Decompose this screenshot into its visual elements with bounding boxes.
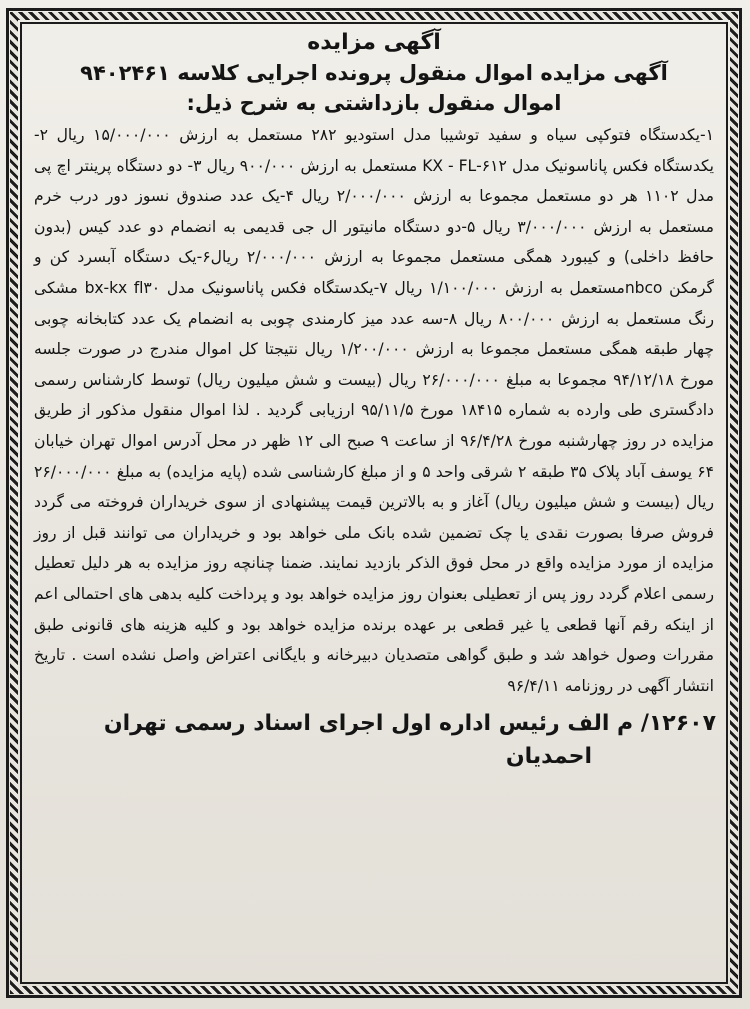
notice-intro: اموال منقول بازداشتی به شرح ذیل: <box>186 91 562 115</box>
notice-content <box>26 24 722 982</box>
notice-body: ۱-یکدستگاه فتوکپی سیاه و سفید توشیبا مدل استودیو ۲۸۲ مستعمل به ارزش ۱۵/۰۰۰/۰۰۰ ریال ۲-یکدستگاه فکس پاناسونیک مدل ۶۱۲-KX - FL مستعمل به ارزش ۹۰۰/۰۰۰ ریال ۳- دو دستگاه پرینتر اچ پی مدل ۱۱۰۲ هر دو مستعمل مجموعا به ارزش ۲/۰۰۰/۰۰۰ ریال ۴-یک عدد صندوق نسوز دور درب خرم مستعمل به ارزش ۳/۰۰۰/۰۰۰ ریال ۵-دو دستگاه مانیتور ال جی قدیمی به انضمام دو عدد کیس (بدون حافظ داخلی) و کیبورد همگی مستعمل مجموعا به ارزش ۲/۰۰۰/۰۰۰ ریال۶-یک دستگاه آبسرد کن و گرمکن nbcoمستعمل به ارزش ۱/۱۰۰/۰۰۰ ریال ۷-یکدستگاه فکس پاناسونیک مدل bx-kx fl۳۰ مشکی رنگ مستعمل به ارزش ۸۰۰/۰۰۰ ریال ۸-سه عدد میز کارمندی چوبی به انضمام یک عدد کتابخانه چوبی چهار طبقه همگی مستعمل مجموعا به ارزش ۱/۲۰۰/۰۰۰ ریال نتیجتا کل اموال مندرج در صورت جلسه مورخ ۹۴/۱۲/۱۸ مجموعا به مبلغ ۲۶/۰۰۰/۰۰۰ ریال (بیست و شش میلیون ریال) توسط کارشناس رسمی دادگستری طی وارده به شماره ۱۸۴۱۵ مورخ ۹۵/۱۱/۵ ارزیابی گردید . لذا اموال منقول مذکور از طریق مزایده در روز چهارشنبه مورخ ۹۶/۴/۲۸ از ساعت ۹ صبح الی ۱۲ ظهر در محل آدرس اموال تهران خیابان ۶۴ یوسف آباد پلاک ۳۵ طبقه ۲ شرقی واحد ۵ و از مبلغ کارشناسی شده (پایه مزایده) به مبلغ ۲۶/۰۰۰/۰۰۰ ریال (بیست و شش میلیون ریال) آغاز و به بالاترین قیمت پیشنهادی از سوی خریداران فروخته می گردد فروش صرفا بصورت نقدی یا چک تضمین شده بانک ملی خواهد بود و خریداران می توانند قبل از روز مزایده از مورد مزایده واقع در محل فوق الذکر بازدید نمایند. ضمنا چنانچه روز مزایده به هر دلیل تعطیل رسمی اعلام گردد روز پس از تعطیلی بعنوان روز مزایده خواهد بود و پرداخت کلیه بدهی های احتمالی اعم از اینکه رقم آنها قطعی یا غیر قطعی بر عهده برنده مزایده خواهد بود و کلیه هزینه های قانونی طبق مقررات وصول خواهد شد و طبق گواهی متصدیان دبیرخانه و بایگانی اعتراض واصل نشده است . تاریخ انتشار آگهی در روزنامه ۹۶/۴/۱۱ <box>34 126 715 695</box>
notice-subtitle: آگهی مزایده اموال منقول پرونده اجرایی کلاسه ۹۴۰۲۴۶۱ <box>80 61 668 85</box>
signature-name: احمدیان <box>505 744 592 770</box>
signature-line: ۱۲۶۰۷/ م الف رئیس اداره اول اجرای اسناد رسمی تهران <box>103 711 716 737</box>
notice-title: آگهی مزایده <box>307 30 441 55</box>
